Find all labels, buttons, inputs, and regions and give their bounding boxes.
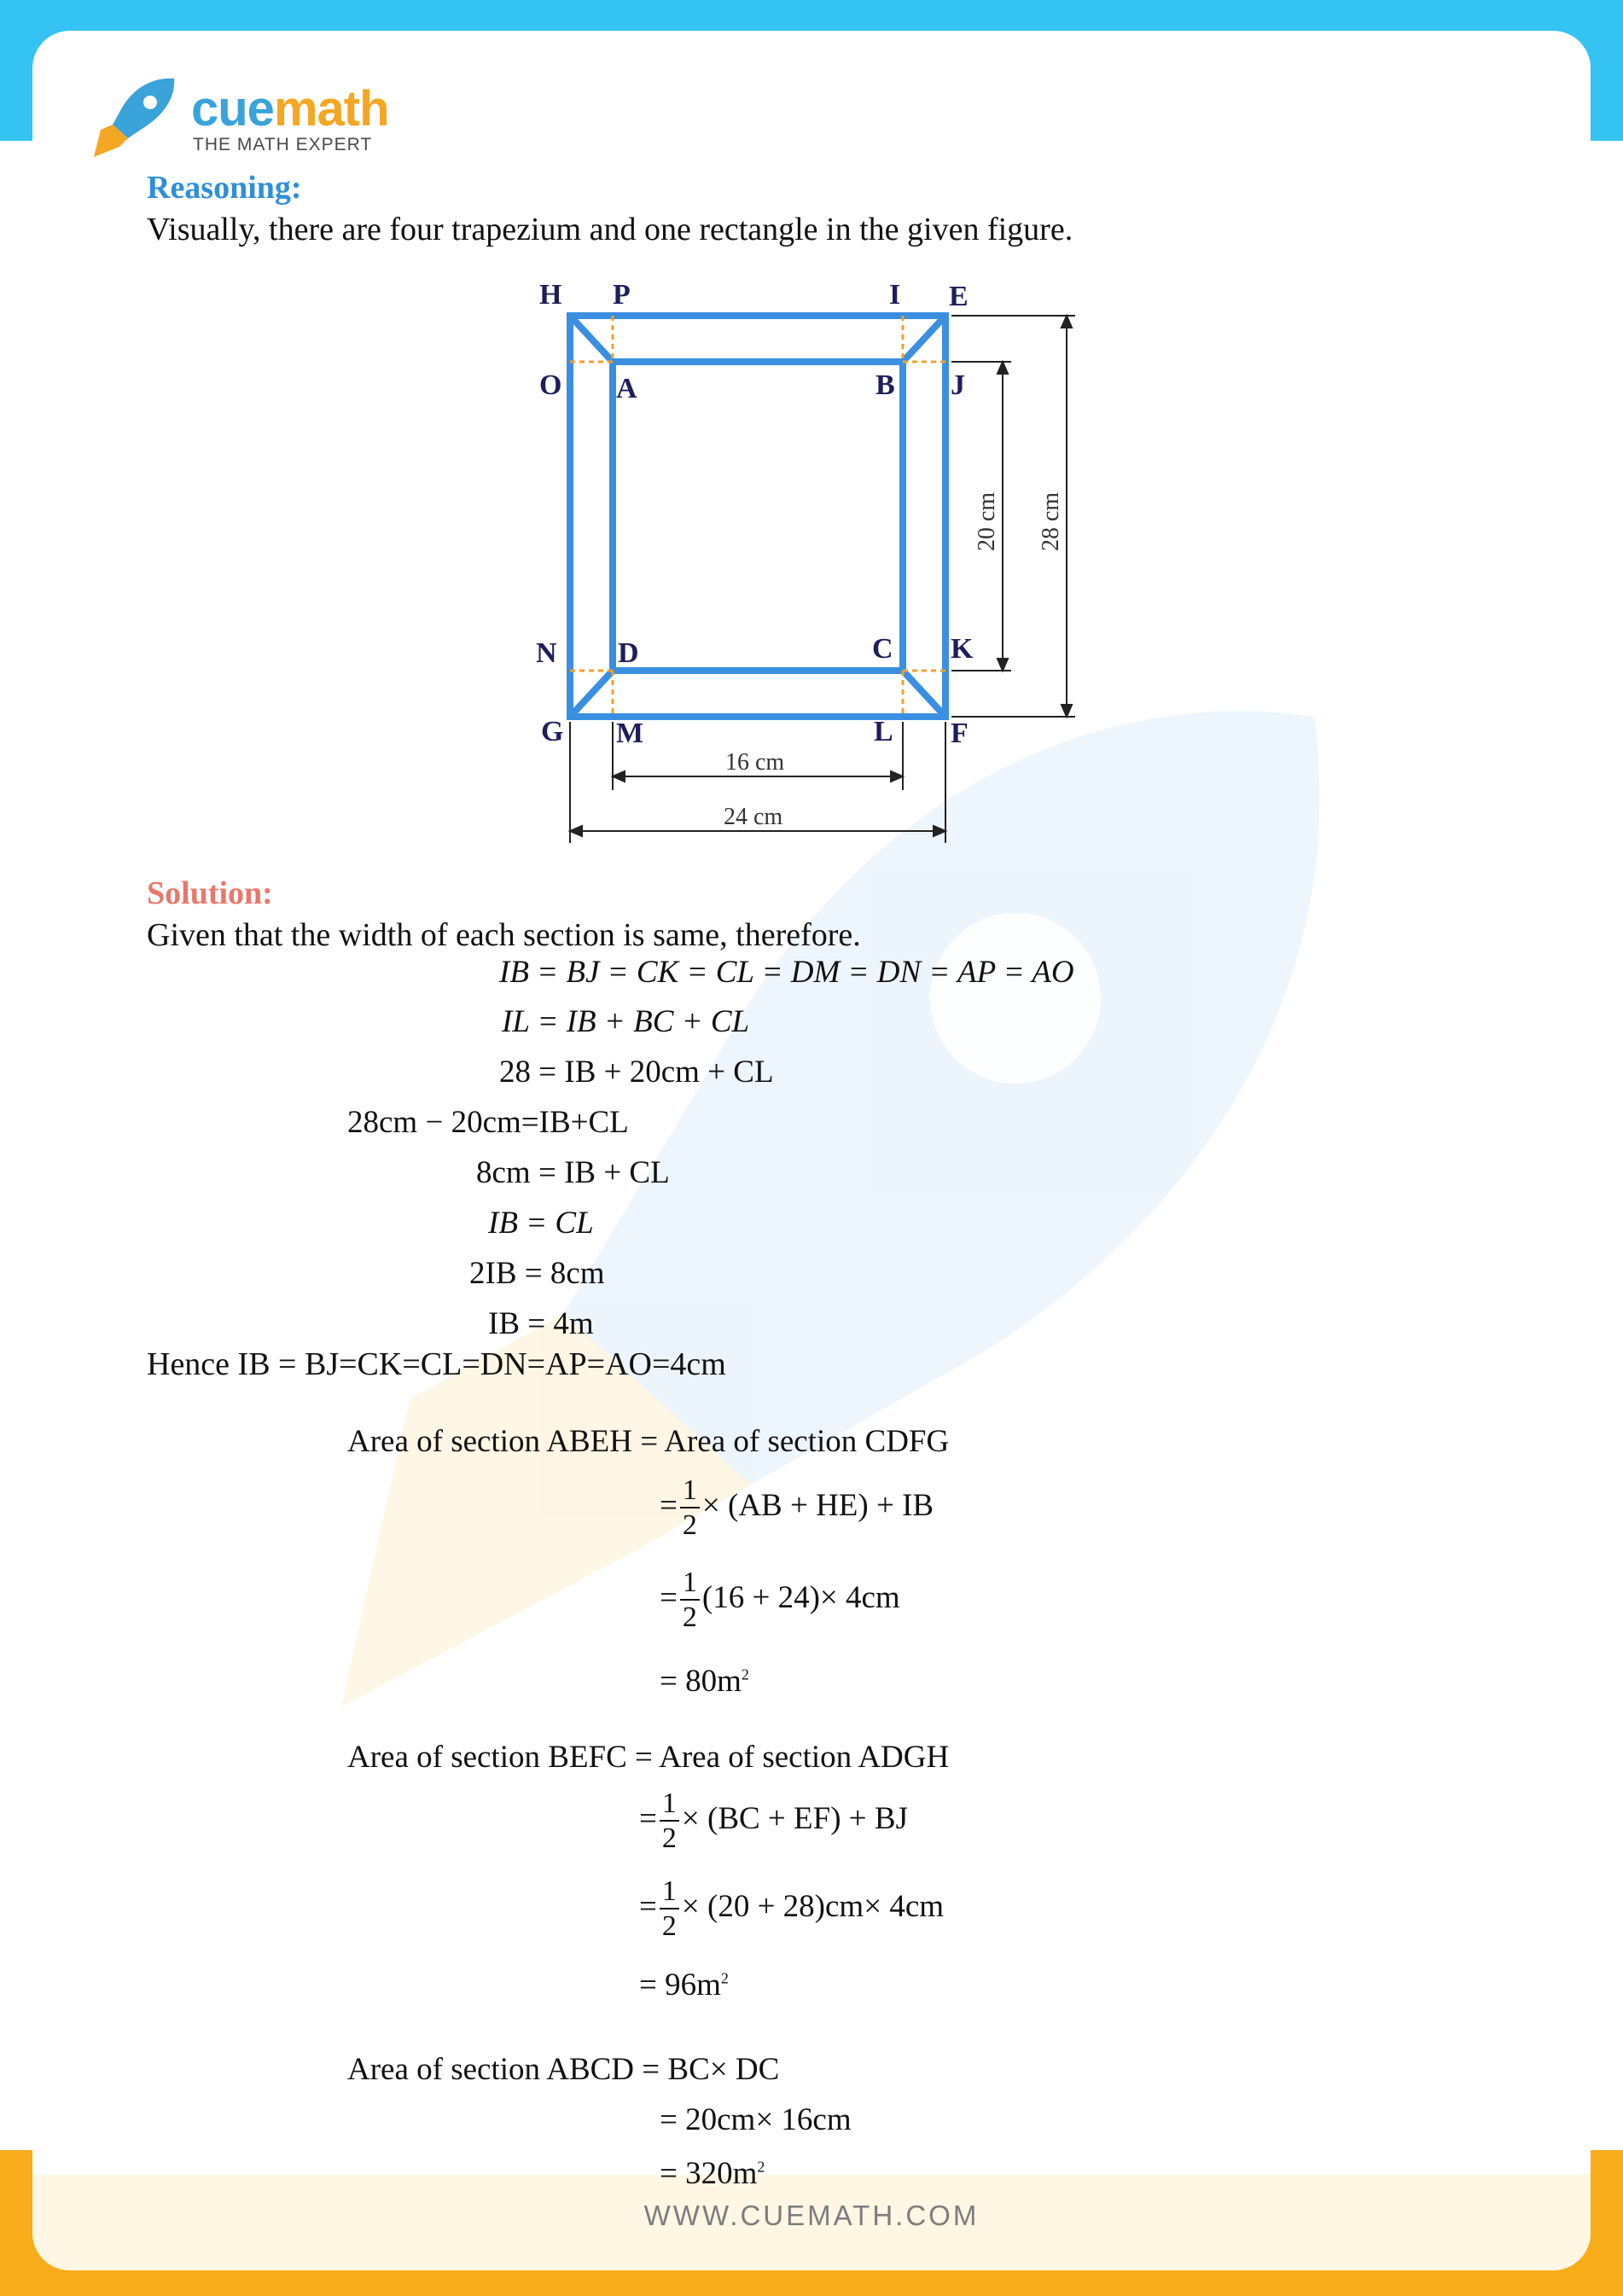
area-abcd-title: Area of section ABCD = BC× DC bbox=[347, 2052, 780, 2087]
hence-statement: Hence IB = BJ=CK=CL=DN=AP=AO=4cm bbox=[147, 1346, 726, 1382]
equation-8: IB = 4m bbox=[488, 1306, 594, 1341]
area-abeh-step1: = $\frac{1}{2}$ × (AB + HE) + IB bbox=[660, 1474, 934, 1541]
inner-rectangle bbox=[613, 362, 903, 671]
area-abeh-result: = $80m^2$ bbox=[660, 1664, 749, 1699]
label-o: O bbox=[539, 369, 562, 401]
equation-1: IB = BJ = CK = CL = DM = DN = AP = AO bbox=[499, 955, 1074, 990]
dim-20cm: 20 cm bbox=[974, 491, 1000, 551]
equation-2: IL = IB + BC + CL bbox=[502, 1004, 750, 1039]
cuemath-logo[interactable] bbox=[90, 75, 398, 160]
dim-16cm: 16 cm bbox=[725, 749, 785, 776]
label-f: F bbox=[951, 718, 969, 749]
footer-website[interactable]: WWW.CUEMATH.COM bbox=[643, 2200, 980, 2231]
diagonal-gd bbox=[570, 671, 613, 717]
fraction-half: $\frac{1}{2}$ bbox=[680, 1568, 700, 1632]
label-i: I bbox=[889, 279, 901, 311]
frame-figure bbox=[521, 270, 1101, 850]
area-abcd-result: = $320m^2$ bbox=[660, 2156, 765, 2191]
logo-tagline: THE MATH EXPERT bbox=[193, 135, 373, 154]
solution-intro: Given that the width of each section is same, therefore. bbox=[147, 917, 861, 953]
equation-5: 8cm = IB + CL bbox=[476, 1155, 670, 1190]
label-p: P bbox=[613, 279, 631, 311]
area-abeh-title: Area of section ABEH = Area of section CDFG bbox=[347, 1424, 950, 1459]
equation-6: IB = CL bbox=[488, 1206, 594, 1241]
rocket-logo-icon bbox=[90, 75, 184, 160]
label-l: L bbox=[874, 716, 893, 747]
area-befc-step2: = $\frac{1}{2}$ × (20 + 28)cm× 4cm bbox=[639, 1875, 945, 1942]
label-k: K bbox=[951, 633, 974, 665]
label-b: B bbox=[875, 369, 895, 401]
area-abcd-step1: = 20cm× 16cm bbox=[660, 2102, 852, 2137]
label-m: M bbox=[616, 718, 644, 749]
reasoning-text: Visually, there are four trapezium and one rectangle in the given figure. bbox=[147, 212, 1073, 247]
dim-28cm: 28 cm bbox=[1038, 491, 1064, 551]
label-d: D bbox=[618, 637, 639, 669]
fraction-half: $\frac{1}{2}$ bbox=[660, 1877, 679, 1941]
area-befc-step1: = $\frac{1}{2}$ × (BC + EF) + BJ bbox=[639, 1787, 908, 1854]
solution-heading: Solution: bbox=[147, 875, 273, 911]
dim-24cm: 24 cm bbox=[724, 804, 783, 830]
diagonal-fc bbox=[903, 671, 945, 717]
label-g: G bbox=[541, 716, 564, 747]
equation-4: 28cm − 20cm=IB+CL bbox=[347, 1105, 629, 1140]
logo-wordmark: cuemath bbox=[191, 81, 389, 137]
diagonal-he bbox=[570, 316, 613, 362]
label-j: J bbox=[951, 369, 965, 401]
label-e: E bbox=[949, 281, 969, 312]
area-abeh-step2: = $\frac{1}{2}$ (16 + 24)× 4cm bbox=[660, 1567, 900, 1633]
label-n: N bbox=[536, 637, 557, 669]
area-befc-title: Area of section BEFC = Area of section ADGH bbox=[347, 1740, 950, 1775]
label-a: A bbox=[616, 373, 637, 404]
label-h: H bbox=[539, 279, 562, 311]
equation-7: 2IB = 8cm bbox=[469, 1256, 605, 1291]
diagonal-eb bbox=[903, 316, 945, 362]
reasoning-heading: Reasoning: bbox=[147, 170, 302, 206]
area-befc-result: = $96m^2$ bbox=[639, 1968, 729, 2002]
fraction-half: $\frac{1}{2}$ bbox=[660, 1789, 679, 1853]
fraction-half: $\frac{1}{2}$ bbox=[680, 1476, 700, 1540]
equation-3: 28 = IB + 20cm + CL bbox=[499, 1055, 774, 1090]
label-c: C bbox=[872, 633, 893, 665]
